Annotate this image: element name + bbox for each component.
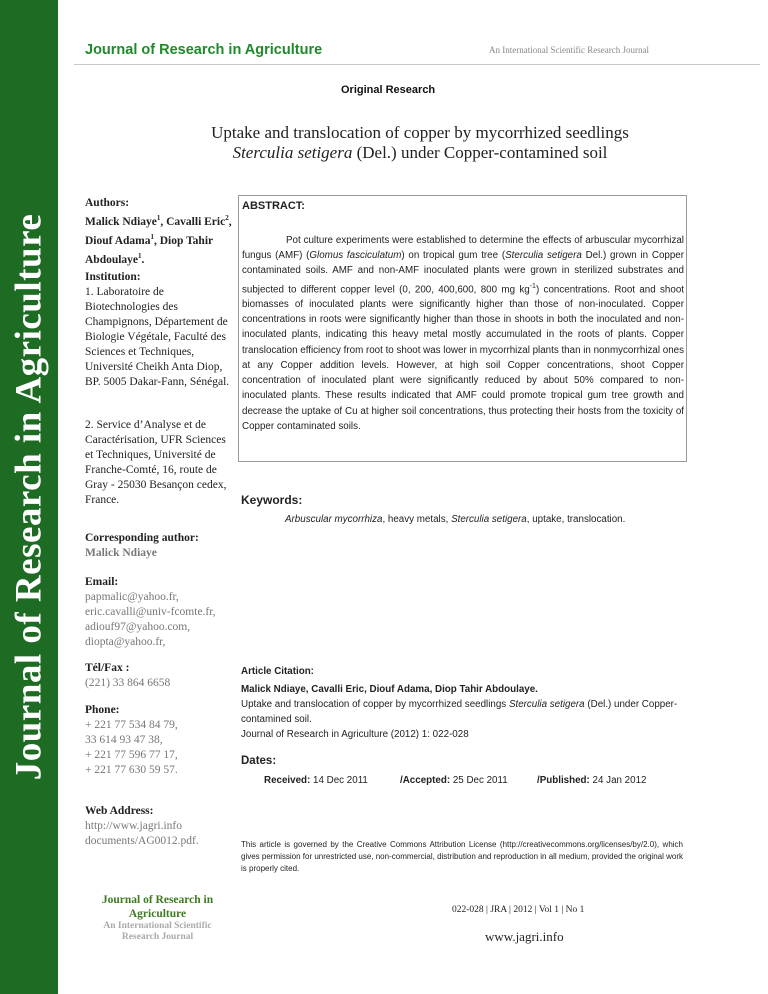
abstract-fungus: Glomus fasciculatum xyxy=(309,250,402,262)
abstract-part: Del.) grown in Copper contaminated soils. AMF and non-AMF inoculated plants were grown in sterilized substrates and subjected to different copper level (0, 200, 400,600, 800 mg kg xyxy=(242,250,684,295)
institution-label: Institution: xyxy=(85,271,141,283)
footer-logo-title: Journal of Research in Agriculture xyxy=(101,894,214,920)
accepted-value: 25 Dec 2011 xyxy=(452,775,508,786)
email-address[interactable]: eric.cavalli@univ-fcomte.fr, xyxy=(85,606,216,618)
abstract-species: Sterculia setigera xyxy=(505,250,582,262)
phone-label: Phone: xyxy=(85,704,120,716)
telfax-block xyxy=(85,661,235,691)
corresponding-name: Malick Ndiaye xyxy=(85,547,157,559)
authors-block xyxy=(85,196,235,267)
citation-journal: Journal of Research in Agriculture (2012) 1: 022-028 xyxy=(241,729,469,740)
citation-species: Sterculia setigera xyxy=(508,699,585,710)
phone-number: 33 614 93 47 38, xyxy=(85,734,163,746)
sidebar-banner xyxy=(0,0,58,994)
accepted-date xyxy=(400,775,508,786)
paper-title-line1: Uptake and translocation of copper by mycorrhized seedlings xyxy=(211,123,629,142)
author-sep: . xyxy=(141,253,145,266)
corresponding-block xyxy=(85,531,235,561)
authors-label: Authors: xyxy=(85,197,130,209)
citation-title xyxy=(241,697,691,727)
email-address[interactable]: diopta@yahoo.fr, xyxy=(85,636,166,648)
phone-number: + 221 77 534 84 79, xyxy=(85,719,178,731)
citation-text xyxy=(241,682,691,742)
dates-heading: Dates: xyxy=(241,755,277,767)
author-sep: , xyxy=(160,215,167,228)
accepted-label: /Accepted: xyxy=(400,775,451,786)
email-address[interactable]: papmalic@yahoo.fr, xyxy=(85,591,179,603)
author-name: Malick Ndiaye xyxy=(85,215,157,228)
web-label: Web Address: xyxy=(85,805,154,817)
author-affil: 1 xyxy=(138,251,142,260)
author-name: Diop Tahir Abdoulaye xyxy=(85,234,213,266)
header-divider xyxy=(74,64,760,65)
author-affil: 1 xyxy=(150,232,154,241)
received-label: Received: xyxy=(264,775,311,786)
citation-authors: Malick Ndiaye, Cavalli Eric, Diouf Adama, Diop Tahir Abdoulaye. xyxy=(241,684,538,695)
journal-title: Journal of Research in Agriculture xyxy=(85,42,323,58)
article-type-label: Original Research xyxy=(341,84,436,96)
web-link-path[interactable]: documents/AG0012.pdf. xyxy=(85,835,199,847)
abstract-text xyxy=(242,233,684,434)
email-address[interactable]: adiouf97@yahoo.com, xyxy=(85,621,191,633)
authors-list xyxy=(85,211,235,267)
abstract-part: Pot culture experiments were established to determine the effects of arbuscular mycorrhizal fungus (AMF) ( xyxy=(242,235,684,262)
institution-1: 1. Laboratoire de Biotechnologies des Champignons, Département de Biologie Végétale, Faculté des Sciences et Techniques, Université Cheikh Anta Diop, BP. 5005 Dakar-Fann, Sénégal. xyxy=(85,286,230,388)
license-notice: This article is governed by the Creative Commons Attribution License (http://creativecommons.org/licenses/by/2.0), which gives permission for unrestricted use, non-commercial, distribution and reproduction in all medium, provided the original work is properly cited. xyxy=(241,840,683,873)
author-affil: 1 xyxy=(156,214,161,222)
institution-2: 2. Service d’Analyse et de Caractérisation, UFR Sciences et Techniques, Université de Franche-Comté, 16, route de Gray - 25030 Besançon cedex, France. xyxy=(85,419,227,506)
institution-block xyxy=(85,270,235,390)
email-label: Email: xyxy=(85,576,119,588)
phone-block xyxy=(85,703,235,778)
keyword-part: , uptake, translocation. xyxy=(526,514,626,525)
footer-logo xyxy=(85,893,230,943)
paper-title-line2 xyxy=(80,143,760,163)
paper-title xyxy=(80,123,760,163)
telfax-number: (221) 33 864 6658 xyxy=(85,677,171,689)
abstract-exponent: -1 xyxy=(529,282,536,290)
web-link[interactable]: http://www.jagri.info xyxy=(85,820,182,832)
received-date xyxy=(264,775,368,786)
journal-tagline: An International Scientific Research Journal xyxy=(489,45,649,55)
received-value: 14 Dec 2011 xyxy=(313,775,368,786)
corresponding-label: Corresponding author: xyxy=(85,532,199,544)
phone-number: + 221 77 596 77 17, xyxy=(85,749,178,761)
abstract-heading: ABSTRACT: xyxy=(242,200,305,212)
footer-logo-subtitle: An International Scientific Research Journal xyxy=(103,921,212,942)
footer-reference: 022-028 | JRA | 2012 | Vol 1 | No 1 xyxy=(452,905,585,915)
citation-part: (Del.) under Copper-contamined soil. xyxy=(241,699,678,725)
keyword-italic: Arbuscular mycorrhiza xyxy=(285,514,383,525)
abstract-part: ) concentrations. Root and shoot biomasses of inoculated plants were significantly higher than those of non-inoculated. Copper concentrations in roots were significantly higher than those in shoots in both the inoculated and non-inoculated plants, indicating this heavy metal mostly accumulated in the roots of plants. Copper translocation efficiency from root to shoot was lower in mycorrhizal plants than in nonmycorrhizal ones at any Copper addition levels. However, at high soil Copper concentrations, shoot Copper concentration of inoculated plant were significantly reduced by about 50% compared to non-inoculated plants. These results indicated that AMF could promote tropical gum tree growth and decrease the uptake of Cu at higher soil concentrations, thus protecting their hosts from the toxicity of Copper contaminated soils. xyxy=(242,283,684,432)
title-species: Sterculia setigera xyxy=(232,143,353,162)
author-affil: 2 xyxy=(225,214,229,222)
citation-heading: Article Citation: xyxy=(241,666,314,677)
published-label: /Published: xyxy=(537,775,590,786)
footer-website[interactable]: www.jagri.info xyxy=(485,929,564,944)
web-block xyxy=(85,804,235,849)
title-rest: (Del.) under Copper-contamined soil xyxy=(352,143,608,162)
email-block xyxy=(85,575,235,650)
sidebar-journal-name: Journal of Research in Agriculture xyxy=(8,213,50,781)
citation-part: Uptake and translocation of copper by mycorrhized seedlings xyxy=(241,699,509,710)
keywords-heading: Keywords: xyxy=(241,493,303,507)
keyword-italic: Sterculia setigera xyxy=(451,514,527,525)
author-sep: , xyxy=(154,234,160,247)
published-value: 24 Jan 2012 xyxy=(592,775,647,786)
keywords-text xyxy=(241,512,681,527)
author-sep: , xyxy=(228,215,232,228)
keyword-part: , heavy metals, xyxy=(382,514,452,525)
phone-number: + 221 77 630 59 57. xyxy=(85,764,178,776)
abstract-part: ) on tropical gum tree ( xyxy=(401,250,506,262)
telfax-label: Tél/Fax : xyxy=(85,662,130,674)
author-name: Cavalli Eric xyxy=(166,215,226,228)
published-date xyxy=(537,775,646,786)
author-name: Diouf Adama xyxy=(85,234,151,247)
